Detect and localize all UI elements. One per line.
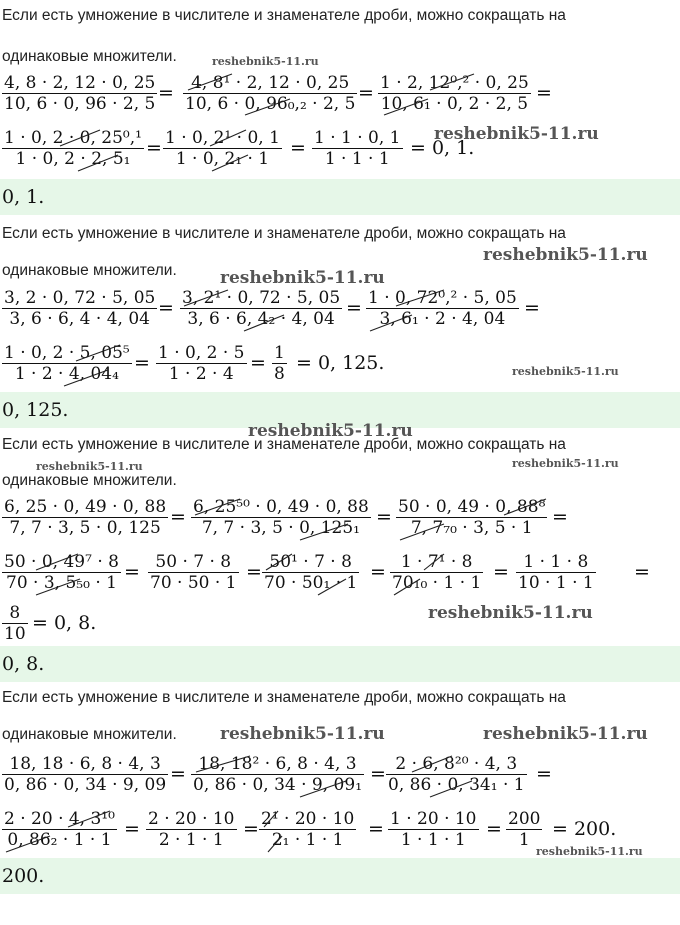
fraction: [396, 497, 547, 538]
watermark: reshebnik5-11.ru: [536, 845, 643, 858]
denominator: 10, 6 · 0, 96 · 2, 5: [4, 94, 156, 114]
answer-box: [0, 179, 680, 215]
result: = 0, 125.: [296, 352, 385, 374]
numerator: 2¹ · 20 · 10: [261, 809, 355, 829]
denominator: 70 · 50₁ · 1: [264, 573, 358, 593]
fraction: [366, 288, 519, 329]
fraction: [156, 343, 247, 384]
fraction: [183, 73, 357, 114]
answer-box: [0, 858, 680, 894]
denominator: 3, 6 · 6, 4 · 4, 04: [2, 308, 157, 329]
numerator: 2 · 20 · 10: [148, 809, 235, 829]
denominator: 0, 86 · 0, 34 · 9, 09₁: [193, 775, 363, 795]
watermark: reshebnik5-11.ru: [483, 724, 648, 744]
numerator: 1 · 0, 2 · 5, 05⁵: [4, 343, 130, 363]
fraction: [2, 552, 121, 593]
denominator: 10 · 1 · 1: [518, 573, 594, 593]
equals-sign: =: [170, 763, 186, 785]
numerator: 50 · 0, 49⁷ · 8: [4, 552, 119, 572]
watermark: reshebnik5-11.ru: [512, 365, 619, 378]
equals-sign: =: [250, 352, 266, 374]
intro-line1: Если есть умножение в числителе и знаменателе дроби, можно сокращать на: [2, 689, 566, 706]
watermark: reshebnik5-11.ru: [248, 421, 413, 441]
fraction: [146, 809, 237, 850]
denominator: 2₁ · 1 · 1: [259, 829, 356, 850]
numerator: 200: [508, 809, 541, 829]
equals-sign: =: [124, 818, 140, 840]
equals-sign: =: [376, 506, 392, 528]
watermark: reshebnik5-11.ru: [36, 460, 143, 473]
answer-value: 0, 8.: [2, 653, 45, 675]
fraction: [2, 754, 168, 795]
fraction: [272, 343, 287, 384]
denominator: 2 · 1 · 1: [146, 829, 237, 850]
equals-sign: =: [346, 297, 362, 319]
intro-line2: одинаковые множители.: [2, 262, 177, 279]
fraction: [516, 552, 596, 593]
numerator: 50 · 0, 49 · 0, 88⁸: [398, 497, 546, 517]
result: = 0, 8.: [32, 612, 97, 634]
equals-sign: =: [552, 506, 568, 528]
equals-sign: =: [170, 506, 186, 528]
numerator: 2 · 6, 8²⁰ · 4, 3: [395, 754, 518, 774]
watermark: reshebnik5-11.ru: [434, 124, 599, 144]
denominator: 70 · 3, 5₅₀ · 1: [2, 572, 121, 593]
numerator: 50 · 7 · 8: [155, 552, 232, 572]
denominator: 0, 86 · 0, 34 · 9, 09: [4, 775, 167, 795]
numerator: 3, 2 · 0, 72 · 5, 05: [4, 288, 156, 308]
denominator: 1 · 2 · 4: [156, 363, 247, 384]
intro-line2: одинаковые множители.: [2, 726, 177, 743]
denominator: 3, 6 · 6, 4₂ · 4, 04: [180, 308, 342, 329]
fraction: [378, 73, 531, 114]
numerator: 2 · 20 · 4, 3¹⁰: [4, 809, 115, 829]
equals-sign: =: [524, 297, 540, 319]
answer-value: 0, 125.: [2, 399, 69, 421]
numerator: 1 · 0, 2¹ · 0, 1: [165, 128, 280, 148]
denominator: 3, 6₁ · 2 · 4, 04: [366, 308, 519, 329]
numerator: 4, 8 · 2, 12 · 0, 25: [4, 73, 156, 93]
intro-line2: одинаковые множители.: [2, 48, 177, 65]
equals-sign: =: [536, 763, 552, 785]
equals-sign: =: [370, 561, 386, 583]
result: = 200.: [552, 818, 617, 840]
numerator: 3, 2¹ · 0, 72 · 5, 05: [182, 288, 341, 308]
fraction: [388, 809, 479, 850]
denominator: 1 · 1 · 1: [312, 148, 403, 169]
numerator: 1 · 1 · 8: [523, 552, 589, 572]
fraction: [191, 497, 371, 538]
numerator: 1 · 0, 2 · 0, 25⁰,¹: [4, 128, 142, 148]
denominator: 7, 7₇₀ · 3, 5 · 1: [396, 517, 547, 538]
numerator: 1 · 0, 2 · 5: [158, 343, 245, 363]
numerator: 1 · 7¹ · 8: [400, 552, 473, 572]
answer-box: [0, 646, 680, 682]
equals-sign: =: [486, 818, 502, 840]
watermark: reshebnik5-11.ru: [428, 603, 593, 623]
numerator: 4, 8¹ · 2, 12 · 0, 25: [191, 73, 350, 93]
numerator: 1 · 20 · 10: [390, 809, 477, 829]
denominator: 0, 86 · 0, 34₁ · 1: [388, 775, 525, 795]
denominator: 7, 7 · 3, 5 · 0, 125: [2, 517, 168, 538]
fraction: [2, 288, 157, 329]
denominator: 1 · 1 · 1: [388, 829, 479, 850]
result: = 0, 1.: [410, 137, 475, 159]
equals-sign: =: [358, 82, 374, 104]
numerator: 1 · 1 · 0, 1: [314, 128, 401, 148]
fraction: [191, 754, 364, 795]
denominator: 10, 6₁ · 0, 2 · 2, 5: [378, 93, 531, 114]
intro-line1: Если есть умножение в числителе и знаменателе дроби, можно сокращать на: [2, 436, 566, 453]
watermark: reshebnik5-11.ru: [512, 457, 619, 470]
intro-line1: Если есть умножение в числителе и знаменателе дроби, можно сокращать на: [2, 7, 566, 24]
intro-line2: одинаковые множители.: [2, 472, 177, 489]
fraction: [312, 128, 403, 169]
fraction: [2, 497, 168, 538]
intro-line1: Если есть умножение в числителе и знаменателе дроби, можно сокращать на: [2, 225, 566, 242]
denominator: 1 · 2 · 4, 04₄: [2, 363, 132, 384]
equals-sign: =: [243, 818, 259, 840]
denominator: 70 · 50 · 1: [150, 573, 237, 593]
numerator: 18, 18 · 6, 8 · 4, 3: [9, 754, 161, 774]
fraction: [148, 552, 239, 593]
numerator: 6, 25 · 0, 49 · 0, 88: [4, 497, 167, 517]
watermark: reshebnik5-11.ru: [483, 245, 648, 265]
denominator: 10: [4, 624, 26, 644]
numerator: 1 · 0, 72⁰,² · 5, 05: [368, 288, 517, 308]
equals-sign: =: [493, 561, 509, 583]
equals-sign: =: [158, 297, 174, 319]
denominator: 1 · 0, 2 · 2, 5₁: [2, 148, 144, 169]
denominator: 8: [274, 364, 285, 384]
numerator: 1: [274, 343, 285, 363]
numerator: 8: [9, 603, 21, 623]
fraction: [2, 128, 144, 169]
fraction: [506, 809, 542, 850]
fraction: [262, 552, 359, 593]
fraction: [2, 809, 117, 850]
denominator: 10, 6 · 0, 96₀,₂ · 2, 5: [185, 94, 356, 114]
fraction: [2, 603, 28, 644]
equals-sign: =: [634, 561, 650, 583]
equals-sign: =: [368, 818, 384, 840]
denominator: 70₁₀ · 1 · 1: [392, 573, 482, 593]
watermark: reshebnik5-11.ru: [220, 724, 385, 744]
watermark: reshebnik5-11.ru: [220, 268, 385, 288]
equals-sign: =: [536, 82, 552, 104]
equals-sign: =: [146, 137, 162, 159]
denominator: 1 · 0, 2₁ · 1: [163, 148, 282, 169]
equals-sign: =: [134, 352, 150, 374]
equals-sign: =: [246, 561, 262, 583]
equals-sign: =: [124, 561, 140, 583]
answer-value: 0, 1.: [2, 186, 45, 208]
equals-sign: =: [158, 82, 174, 104]
watermark: reshebnik5-11.ru: [212, 55, 319, 68]
fraction: [386, 754, 527, 795]
numerator: 1 · 2, 12⁰,² · 0, 25: [380, 73, 529, 93]
denominator: 7, 7 · 3, 5 · 0, 125₁: [191, 517, 371, 538]
fraction: [163, 128, 282, 169]
equals-sign: =: [290, 137, 306, 159]
fraction: [390, 552, 483, 593]
fraction: [259, 809, 356, 850]
fraction: [180, 288, 342, 329]
equals-sign: =: [370, 763, 386, 785]
numerator: 50¹ · 7 · 8: [269, 552, 352, 572]
denominator: 1: [506, 829, 542, 850]
numerator: 6, 25⁵⁰ · 0, 49 · 0, 88: [193, 497, 369, 517]
numerator: 18, 18² · 6, 8 · 4, 3: [198, 754, 357, 774]
denominator: 0, 86₂ · 1 · 1: [2, 829, 117, 850]
fraction: [2, 73, 157, 114]
fraction: [2, 343, 132, 384]
answer-value: 200.: [2, 865, 45, 887]
